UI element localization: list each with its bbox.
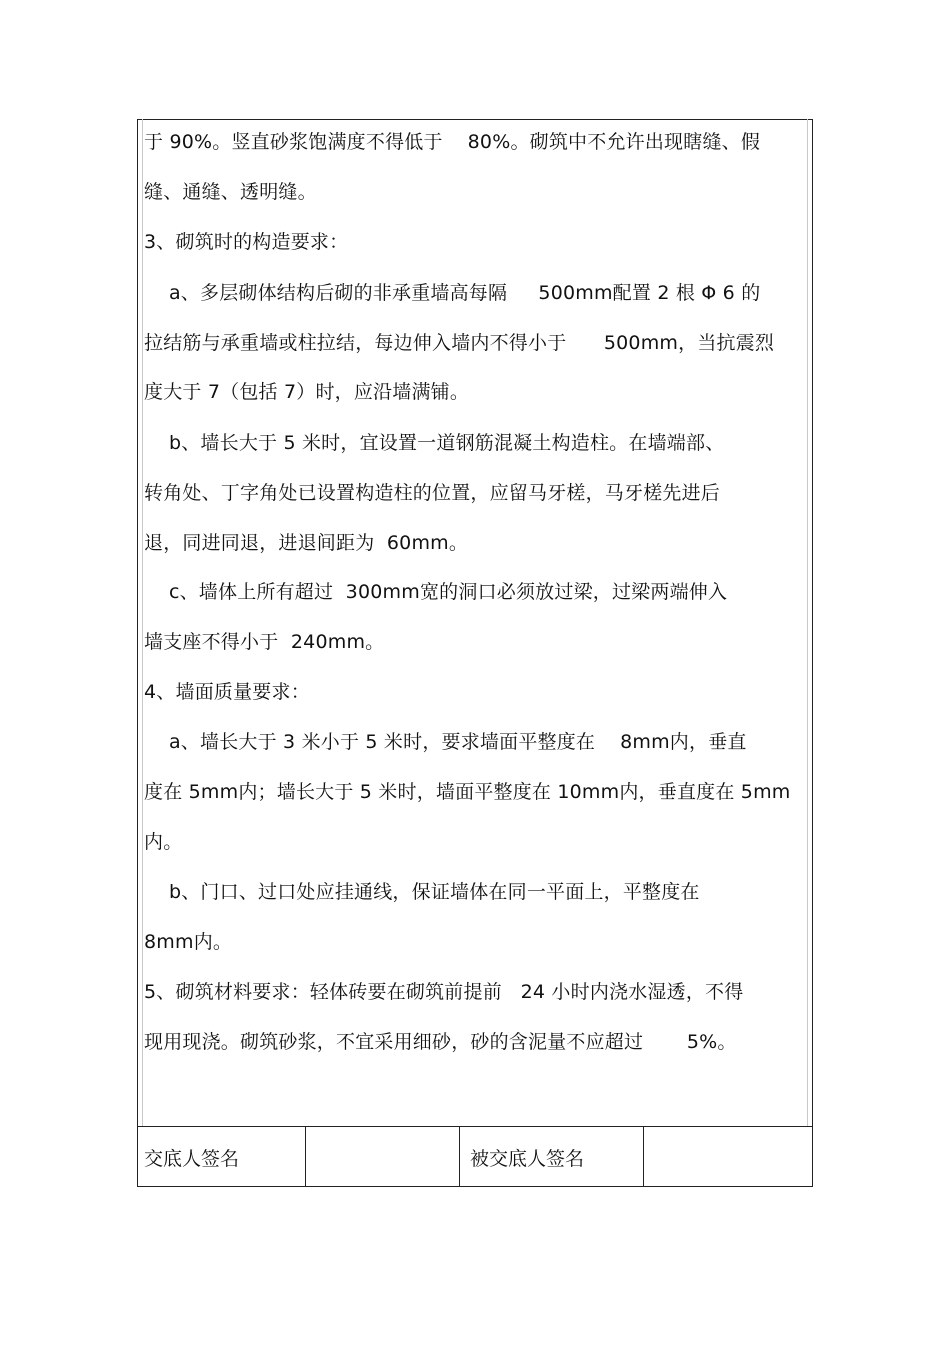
- text-line: 度在 5mm内；墙长大于 5 米时，墙面平整度在 10mm内，垂直度在 5mm: [144, 781, 791, 803]
- handover-signature-label: 交底人签名: [144, 1148, 240, 1170]
- text-line: 于 90%。竖直砂浆饱满度不得低于 80%。砌筑中不允许出现瞎缝、假: [144, 131, 761, 153]
- text-line: 缝、通缝、透明缝。: [144, 181, 317, 203]
- section-heading: 5、砌筑材料要求：轻体砖要在砌筑前提前 24 小时内浇水湿透，不得: [144, 981, 744, 1003]
- text-line: 现用现浇。砌筑砂浆，不宜采用细砂，砂的含泥量不应超过 5%。: [144, 1031, 737, 1053]
- text-line: 转角处、丁字角处已设置构造柱的位置，应留马牙槎，马牙槎先进后: [144, 482, 721, 504]
- technical-briefing-content: [144, 119, 820, 1119]
- signature-row: [137, 1126, 813, 1187]
- receiver-signature-label: 被交底人签名: [470, 1148, 585, 1170]
- inner-rule-left: [142, 119, 143, 1127]
- section-heading: 3、砌筑时的构造要求：: [144, 231, 349, 253]
- text-line: 内。: [144, 831, 183, 853]
- text-line: c、墙体上所有超过 300mm宽的洞口必须放过梁，过梁两端伸入: [144, 581, 728, 603]
- handover-signature-cell[interactable]: [305, 1127, 460, 1187]
- text-line: 退，同进同退，进退间距为 60mm。: [144, 532, 469, 554]
- text-line: 度大于 7（包括 7）时，应沿墙满铺。: [144, 381, 470, 403]
- text-line: a、多层砌体结构后砌的非承重墙高每隔 500mm配置 2 根 Φ 6 的: [144, 282, 761, 304]
- text-line: 墙支座不得小于 240mm。: [144, 631, 385, 653]
- text-line: b、墙长大于 5 米时，宜设置一道钢筋混凝土构造柱。在墙端部、: [144, 432, 725, 454]
- receiver-signature-cell[interactable]: [643, 1127, 812, 1187]
- section-heading: 4、墙面质量要求：: [144, 681, 310, 703]
- text-line: 拉结筋与承重墙或柱拉结，每边伸入墙内不得小于 500mm，当抗震烈: [144, 332, 775, 354]
- text-line: a、墙长大于 3 米小于 5 米时，要求墙面平整度在 8mm内，垂直: [144, 731, 747, 753]
- receiver-label-cell: [459, 1127, 644, 1187]
- text-line: b、门口、过口处应挂通线，保证墙体在同一平面上，平整度在: [144, 881, 700, 903]
- text-line: 8mm内。: [144, 931, 233, 953]
